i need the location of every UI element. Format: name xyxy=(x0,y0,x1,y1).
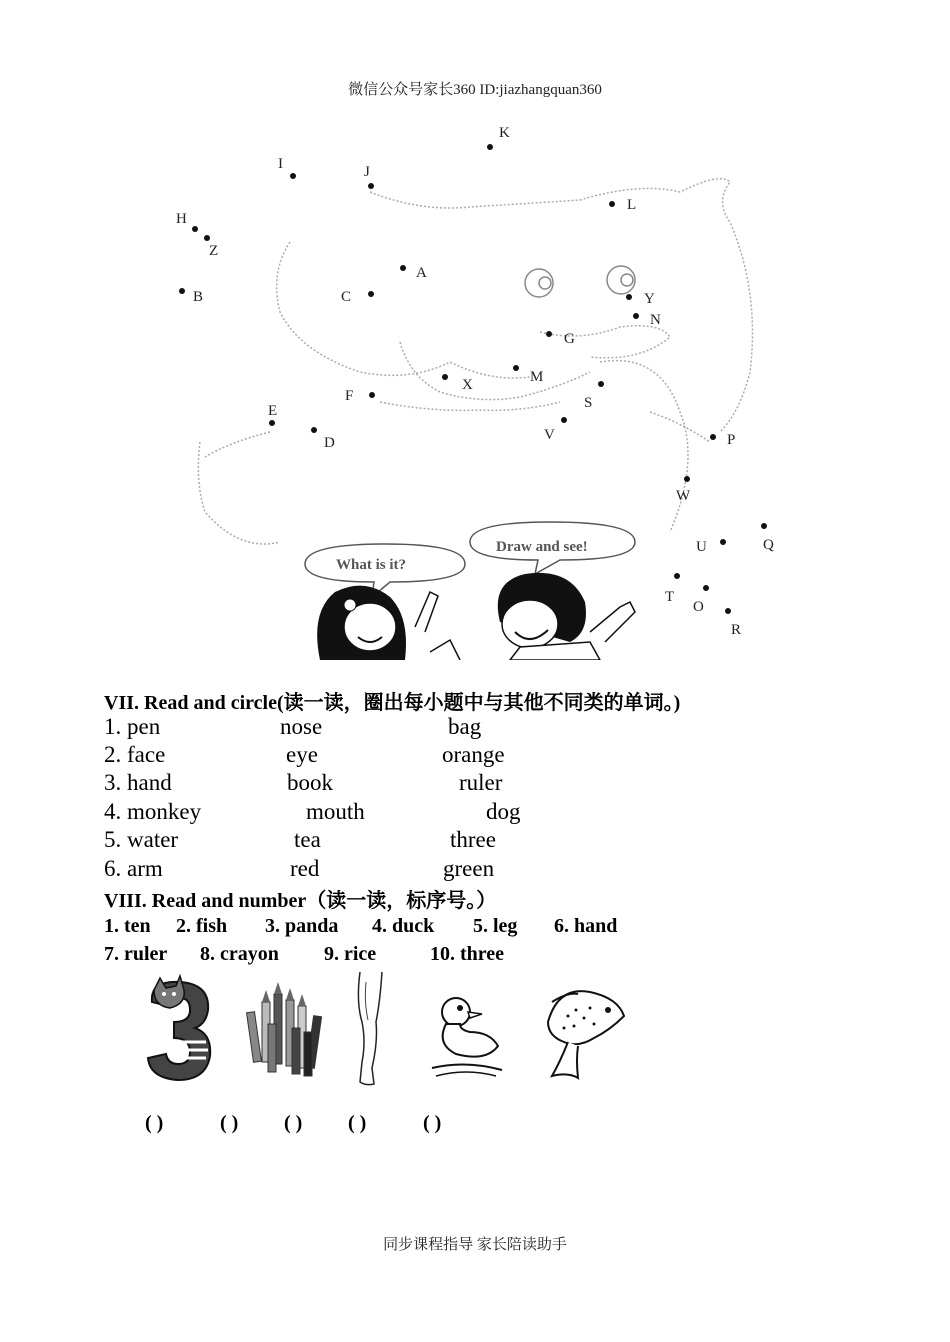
answer-blank[interactable]: ( ) xyxy=(284,1112,303,1134)
word: eye xyxy=(286,742,318,767)
word: orange xyxy=(442,742,505,767)
word: 8. crayon xyxy=(200,943,279,965)
dot-label: E xyxy=(268,403,278,419)
dot-label: C xyxy=(341,289,352,305)
dot-label: Z xyxy=(209,243,219,259)
dot-label: J xyxy=(364,164,370,180)
word: mouth xyxy=(306,799,365,824)
answer-blank[interactable]: ( ) xyxy=(423,1112,442,1134)
word: 6. hand xyxy=(554,915,618,937)
dot-label: W xyxy=(676,488,691,504)
bubble-draw-and-see: Draw and see! xyxy=(496,539,588,555)
word: tea xyxy=(294,827,321,852)
word: bag xyxy=(448,714,482,739)
duck-picture xyxy=(426,972,510,1084)
word: red xyxy=(290,856,320,881)
page-header: 微信公众号家长360 ID:jiazhangquan360 xyxy=(348,82,602,98)
elephant-outline-picture xyxy=(160,112,790,660)
word: 3. panda xyxy=(265,915,339,937)
fish-picture xyxy=(538,972,630,1084)
answer-blank[interactable]: ( ) xyxy=(348,1112,367,1134)
word: 3. hand xyxy=(104,770,172,795)
word: 5. water xyxy=(104,827,179,852)
dot-to-dot-puzzle xyxy=(160,112,790,660)
picture-row xyxy=(130,972,650,1092)
dot-label: I xyxy=(278,156,283,172)
crayons-picture xyxy=(242,972,332,1084)
bubble-what-is-it: What is it? xyxy=(336,557,407,573)
dot-label: B xyxy=(193,289,204,305)
word: book xyxy=(287,770,333,795)
dot-label: Y xyxy=(644,291,655,307)
dot-label: X xyxy=(462,377,473,393)
dot-label: U xyxy=(696,539,707,555)
leg-picture xyxy=(352,972,392,1088)
dot-label: H xyxy=(176,211,187,227)
word: nose xyxy=(280,714,323,739)
dot-label: N xyxy=(650,312,661,328)
word: 5. leg xyxy=(473,915,518,937)
word: 1. pen xyxy=(104,714,161,739)
dot-label: K xyxy=(499,125,510,141)
word: three xyxy=(450,827,496,852)
word: dog xyxy=(486,799,521,824)
dot-label: R xyxy=(731,622,742,638)
dot-label: P xyxy=(727,432,736,448)
girl-cartoon xyxy=(317,586,438,660)
word: 2. fish xyxy=(176,915,228,937)
dot-label: D xyxy=(324,435,335,451)
word: green xyxy=(443,856,495,881)
word: 10. three xyxy=(430,943,505,965)
answer-blank[interactable]: ( ) xyxy=(145,1112,164,1134)
word: 6. arm xyxy=(104,856,163,881)
answer-blank[interactable]: ( ) xyxy=(220,1112,239,1134)
page-footer: 同步课程指导 家长陪读助手 xyxy=(383,1237,567,1253)
word: 1. ten xyxy=(104,915,151,937)
section-8-title: VIII. Read and number（读一读，标序号。） xyxy=(104,890,497,912)
section-7-title: VII. Read and circle(读一读，圈出每小题中与其他不同类的单词。) xyxy=(104,692,681,714)
dot-label: T xyxy=(665,589,675,605)
dot-label: Q xyxy=(763,537,774,553)
word: 4. monkey xyxy=(104,799,202,824)
dot-label: L xyxy=(627,197,637,213)
word: 7. ruler xyxy=(104,943,168,965)
dot-label: V xyxy=(544,427,555,443)
dot-label: A xyxy=(416,265,427,281)
word: 9. rice xyxy=(324,943,377,965)
word: 4. duck xyxy=(372,915,435,937)
boy-cartoon xyxy=(430,573,635,660)
dot-label: F xyxy=(345,388,354,404)
dot-label: G xyxy=(564,331,575,347)
dot-label: O xyxy=(693,599,704,615)
word: 2. face xyxy=(104,742,166,767)
word: ruler xyxy=(459,770,503,795)
dot-label: S xyxy=(584,395,593,411)
dot-label: M xyxy=(530,369,544,385)
number-three-picture xyxy=(140,972,220,1084)
